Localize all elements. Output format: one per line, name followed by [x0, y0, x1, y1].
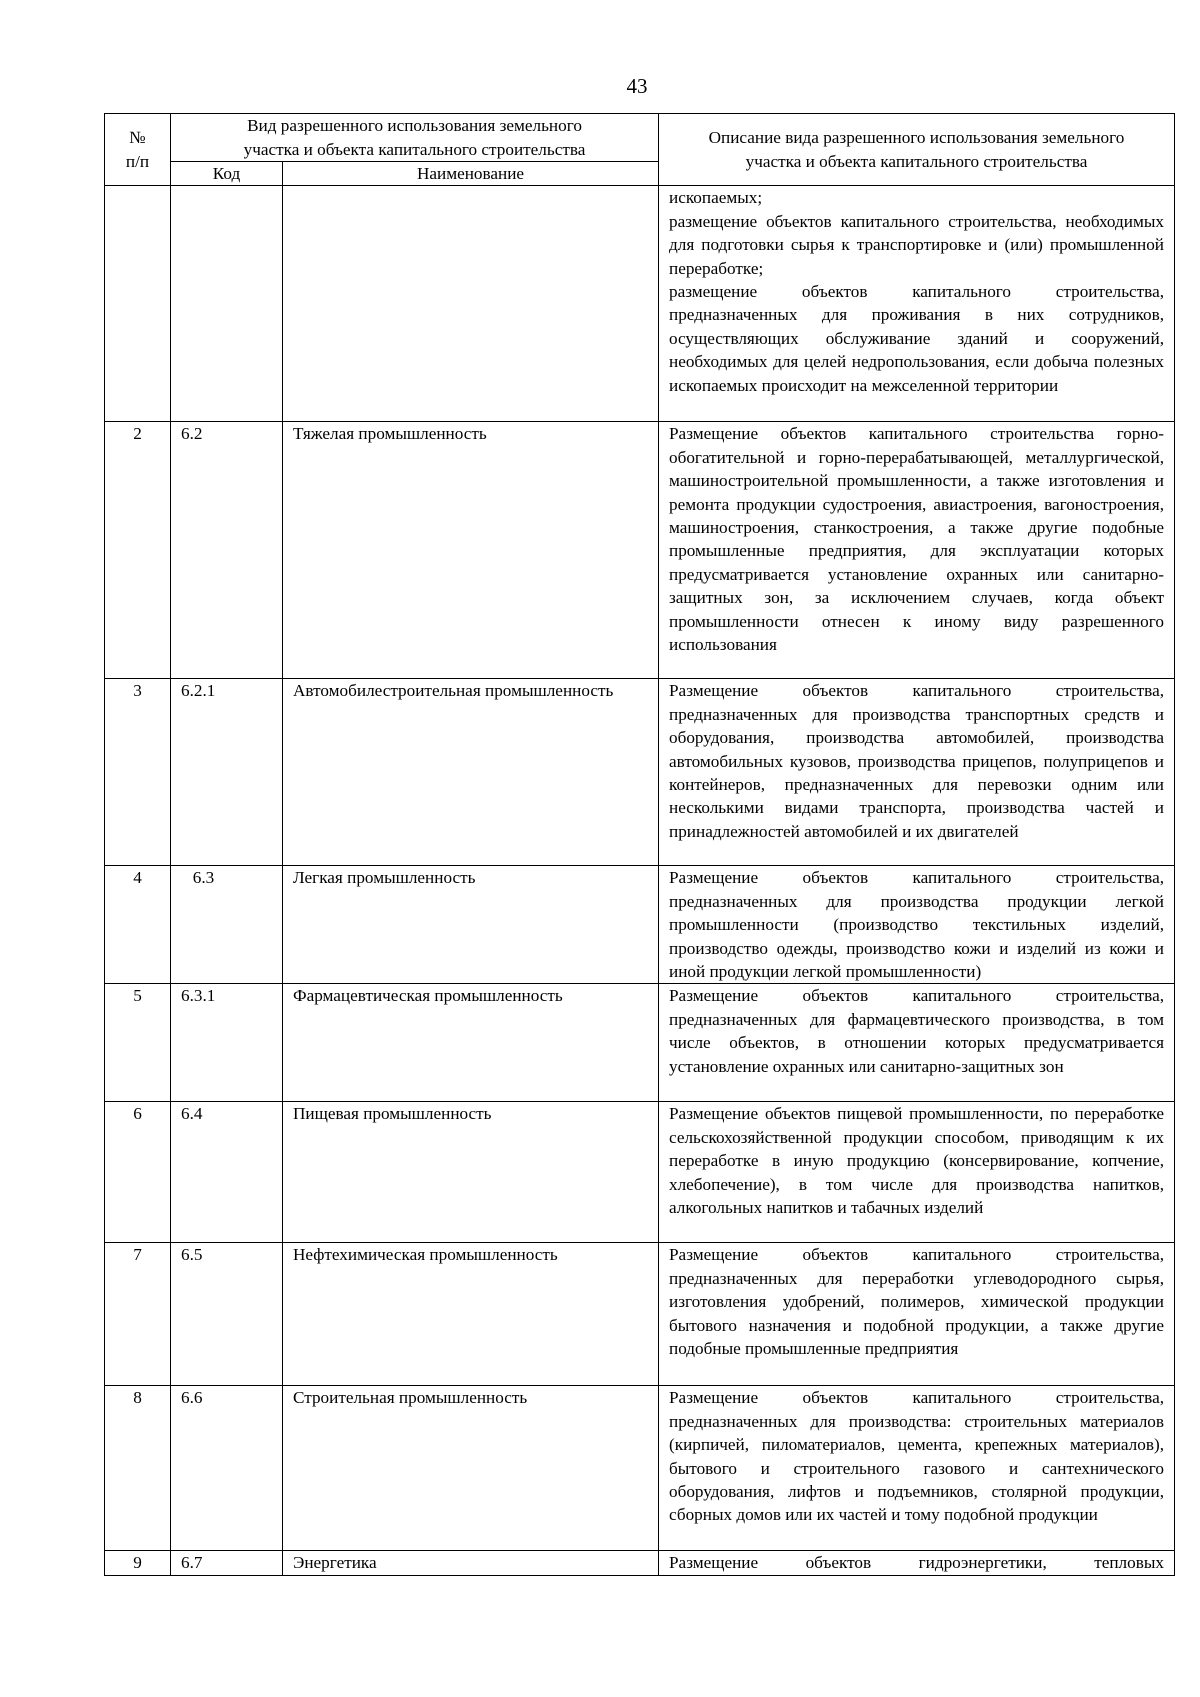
table-row [105, 1386, 1175, 1551]
row-description: Размещение объектов капитального строительства, предназначенных для переработки углеводородного сырья, изготовления удобрений, полимеров, химической продукции бытового назначения и подобной продукции, а также другие подобные промышленные предприятия [659, 1243, 1175, 1386]
row-description [659, 1551, 1175, 1575]
header-num [105, 114, 171, 186]
header-code: Код [171, 162, 283, 186]
row-description [659, 186, 1175, 422]
row-code [171, 186, 283, 422]
row-num: 7 [105, 1243, 171, 1386]
row-name: Строительная промышленность [283, 1386, 659, 1551]
header-description [659, 114, 1175, 186]
row-name: Энергетика [283, 1551, 659, 1575]
row-num: 3 [105, 679, 171, 866]
desc-fragment: размещение объектов капитального строительства, необходимых для подготовки сырья к транспортировке и (или) промышленной переработке; [669, 211, 1164, 278]
header-desc-line1: Описание вида разрешенного использования земельного [708, 128, 1125, 148]
row-code: 6.4 [171, 1102, 283, 1243]
header-name: Наименование [283, 162, 659, 186]
header-num-line2: п/п [125, 151, 150, 171]
header-desc-line2: участка и объекта капитального строительства [745, 151, 1088, 171]
row-name: Легкая промышленность [283, 866, 659, 984]
row-num: 6 [105, 1102, 171, 1243]
table-body [105, 186, 1175, 1575]
row-num: 4 [105, 866, 171, 984]
row-num: 5 [105, 984, 171, 1102]
table-row [105, 984, 1175, 1102]
header-num-line1: № [129, 128, 146, 148]
header-vid-line1: Вид разрешенного использования земельного [247, 116, 582, 136]
row-num [105, 186, 171, 422]
row-description: Размещение объектов капитального строительства, предназначенных для фармацевтического производства, в том числе объектов, в отношении которых предусматривается установление охранных или санитарно-защитных зон [659, 984, 1175, 1102]
row-code: 6.5 [171, 1243, 283, 1386]
row-num: 9 [105, 1551, 171, 1575]
table-row [105, 1102, 1175, 1243]
header-vid [171, 114, 659, 162]
table-row [105, 679, 1175, 866]
table-row [105, 186, 1175, 422]
row-code: 6.3.1 [171, 984, 283, 1102]
row-name: Нефтехимическая промышленность [283, 1243, 659, 1386]
table-row [105, 866, 1175, 984]
row-num: 2 [105, 422, 171, 679]
row-name: Пищевая промышленность [283, 1102, 659, 1243]
row-code: 6.6 [171, 1386, 283, 1551]
row-name: Фармацевтическая промышленность [283, 984, 659, 1102]
row-code: 6.2.1 [171, 679, 283, 866]
table-header [105, 114, 1175, 186]
row-num: 8 [105, 1386, 171, 1551]
row-description: Размещение объектов капитального строительства, предназначенных для производства: строительных материалов (кирпичей, пиломатериалов, цемента, крепежных материалов), бытового и строительного газового и сантехнического оборудования, лифтов и подъемников, столярной продукции, сборных домов или их частей и тому подобной продукции [659, 1386, 1175, 1551]
table-row [105, 422, 1175, 679]
row-description: Размещение объектов капитального строительства, предназначенных для производства транспортных средств и оборудования, производства автомобилей, производства автомобильных кузовов, производства прицепов, полуприцепов и контейнеров, предназначенных для перевозки одним или несколькими видами транспорта, производства частей и принадлежностей автомобилей и их двигателей [659, 679, 1175, 866]
row-name [283, 186, 659, 422]
row-name: Тяжелая промышленность [283, 422, 659, 679]
page-number: 43 [626, 74, 648, 98]
row-code: 6.3 [171, 866, 283, 984]
row-description: Размещение объектов капитального строительства, предназначенных для производства продукции легкой промышленности (производство текстильных изделий, производство одежды, производство кожи и изделий из кожи и иной продукции легкой промышленности) [659, 866, 1175, 984]
desc-fragment: размещение объектов капитального строительства, предназначенных для проживания в них сотрудников, осуществляющих обслуживание зданий и сооружений, необходимых для целей недропользования, если добыча полезных ископаемых происходит на межселенной территории [669, 282, 1164, 395]
header-vid-line2: участка и объекта капитального строительства [243, 139, 586, 159]
row-code: 6.2 [171, 422, 283, 679]
row-code: 6.7 [171, 1551, 283, 1575]
desc-fragment: Размещение объектов гидроэнергетики, тепловых [669, 1553, 1164, 1573]
desc-fragment: ископаемых; [669, 188, 763, 208]
table-row [105, 1243, 1175, 1386]
land-use-table [104, 113, 1175, 1576]
table-row [105, 1551, 1175, 1575]
row-description: Размещение объектов капитального строительства горно-обогатительной и горно-перерабатывающей, металлургической, машиностроительной промышленности, а также изготовления и ремонта продукции судостроения, авиастроения, вагоностроения, машиностроения, станкостроения, а также другие подобные промышленные предприятия, для эксплуатации которых предусматривается установление охранных или санитарно-защитных зон, за исключением случаев, когда объект промышленности отнесен к иному виду разрешенного использования [659, 422, 1175, 679]
row-name: Автомобилестроительная промышленность [283, 679, 659, 866]
row-description: Размещение объектов пищевой промышленности, по переработке сельскохозяйственной продукции способом, приводящим к их переработке в иную продукцию (консервирование, копчение, хлебопечение), в том числе для производства напитков, алкогольных напитков и табачных изделий [659, 1102, 1175, 1243]
